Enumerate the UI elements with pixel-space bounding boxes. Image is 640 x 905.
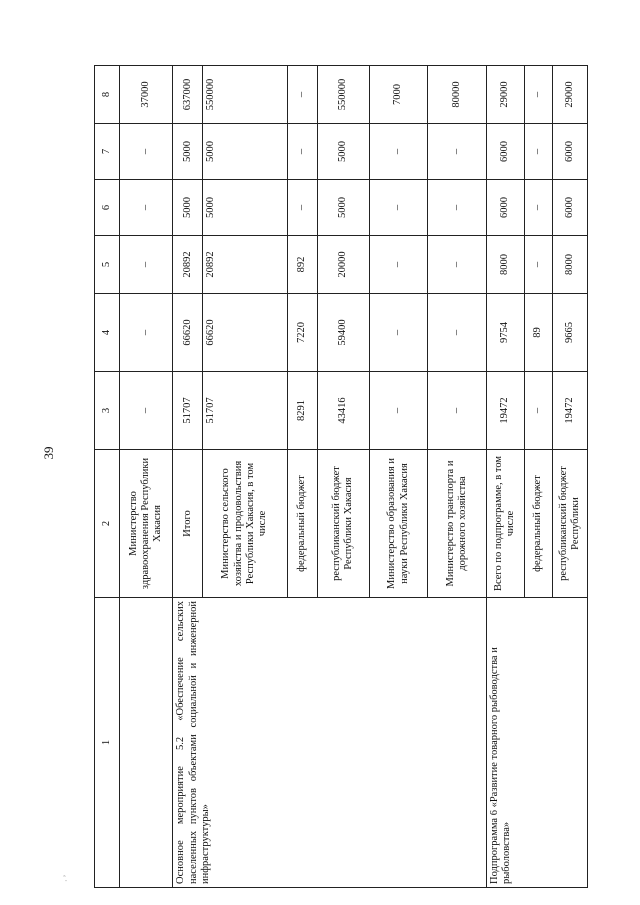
value-cell: 51707 xyxy=(203,372,287,450)
executor-cell: Всего по подпрограмме, в том числе xyxy=(486,450,524,598)
value-cell: 37000 xyxy=(120,66,173,124)
value-cell: 29000 xyxy=(552,66,587,124)
value-cell: 8291 xyxy=(287,372,317,450)
header-cell: 5 xyxy=(95,236,120,294)
executor-cell: Министерство транспорта и дорожного хозяйства xyxy=(428,450,486,598)
value-cell: 20892 xyxy=(203,236,287,294)
executor-cell: республиканский бюджет Республики Хакасия xyxy=(317,450,369,598)
budget-table xyxy=(94,65,588,888)
executor-cell: федеральный бюджет xyxy=(287,450,317,598)
value-cell: 5000 xyxy=(203,180,287,236)
value-cell: 5000 xyxy=(173,180,203,236)
executor-cell: федеральный бюджет xyxy=(524,450,552,598)
value-cell: 20892 xyxy=(173,236,203,294)
executor-cell: Итого xyxy=(173,450,203,598)
value-cell: 5000 xyxy=(173,124,203,180)
value-cell: – xyxy=(287,66,317,124)
value-cell: 89 xyxy=(524,294,552,372)
value-cell: 51707 xyxy=(173,372,203,450)
value-cell: 5000 xyxy=(317,124,369,180)
program-cell: Основное мероприятие 5.2 «Обеспечение сельских населенных пунктов объектами социальной и инженерной инфраструктуры» xyxy=(173,598,486,888)
header-row xyxy=(95,66,120,888)
value-cell: – xyxy=(524,66,552,124)
value-cell: – xyxy=(120,236,173,294)
executor-cell: Министерство сельского хозяйства и продовольствия Республики Хакасия, в том числе xyxy=(203,450,287,598)
value-cell: 550000 xyxy=(203,66,287,124)
scan-specks: · ’ xyxy=(62,874,71,882)
header-cell: 7 xyxy=(95,124,120,180)
value-cell: – xyxy=(120,124,173,180)
value-cell: – xyxy=(370,124,428,180)
value-cell: – xyxy=(287,180,317,236)
value-cell: – xyxy=(370,294,428,372)
value-cell: 7220 xyxy=(287,294,317,372)
value-cell: 9665 xyxy=(552,294,587,372)
value-cell: 19472 xyxy=(552,372,587,450)
value-cell: – xyxy=(428,294,486,372)
value-cell: 9754 xyxy=(486,294,524,372)
value-cell: – xyxy=(524,372,552,450)
header-cell: 4 xyxy=(95,294,120,372)
value-cell: – xyxy=(287,124,317,180)
header-cell: 2 xyxy=(95,450,120,598)
value-cell: – xyxy=(428,124,486,180)
table-row xyxy=(120,66,173,888)
value-cell: 80000 xyxy=(428,66,486,124)
value-cell: 550000 xyxy=(317,66,369,124)
value-cell: – xyxy=(370,372,428,450)
value-cell: 6000 xyxy=(486,180,524,236)
value-cell: – xyxy=(120,180,173,236)
value-cell: 66620 xyxy=(173,294,203,372)
header-cell: 8 xyxy=(95,66,120,124)
value-cell: – xyxy=(370,236,428,294)
value-cell: – xyxy=(428,180,486,236)
page-number: 39 xyxy=(41,446,56,460)
value-cell: 29000 xyxy=(486,66,524,124)
executor-cell: Министерство образования и науки Республики Хакасия xyxy=(370,450,428,598)
value-cell: 637000 xyxy=(173,66,203,124)
header-cell: 1 xyxy=(95,598,120,888)
value-cell: 59400 xyxy=(317,294,369,372)
executor-cell: Министерство здравоохранения Республики Хакасия xyxy=(120,450,173,598)
value-cell: 20000 xyxy=(317,236,369,294)
header-cell: 3 xyxy=(95,372,120,450)
value-cell: – xyxy=(524,124,552,180)
value-cell: 66620 xyxy=(203,294,287,372)
value-cell: 8000 xyxy=(552,236,587,294)
table-row xyxy=(173,66,203,888)
value-cell: 43416 xyxy=(317,372,369,450)
value-cell: 6000 xyxy=(486,124,524,180)
value-cell: 7000 xyxy=(370,66,428,124)
value-cell: 8000 xyxy=(486,236,524,294)
value-cell: – xyxy=(120,294,173,372)
value-cell: – xyxy=(428,372,486,450)
rotated-table-wrapper xyxy=(94,66,588,888)
value-cell: – xyxy=(370,180,428,236)
header-cell: 6 xyxy=(95,180,120,236)
value-cell: 6000 xyxy=(552,124,587,180)
value-cell: – xyxy=(428,236,486,294)
value-cell: 5000 xyxy=(317,180,369,236)
value-cell: – xyxy=(120,372,173,450)
executor-cell: республиканский бюджет Республики xyxy=(552,450,587,598)
program-cell: Подпрограмма 6 «Развитие товарного рыбоводства и рыболовства» xyxy=(486,598,587,888)
program-cell xyxy=(120,598,173,888)
value-cell: 892 xyxy=(287,236,317,294)
value-cell: 5000 xyxy=(203,124,287,180)
value-cell: – xyxy=(524,236,552,294)
value-cell: 19472 xyxy=(486,372,524,450)
value-cell: – xyxy=(524,180,552,236)
table-row xyxy=(486,66,524,888)
value-cell: 6000 xyxy=(552,180,587,236)
